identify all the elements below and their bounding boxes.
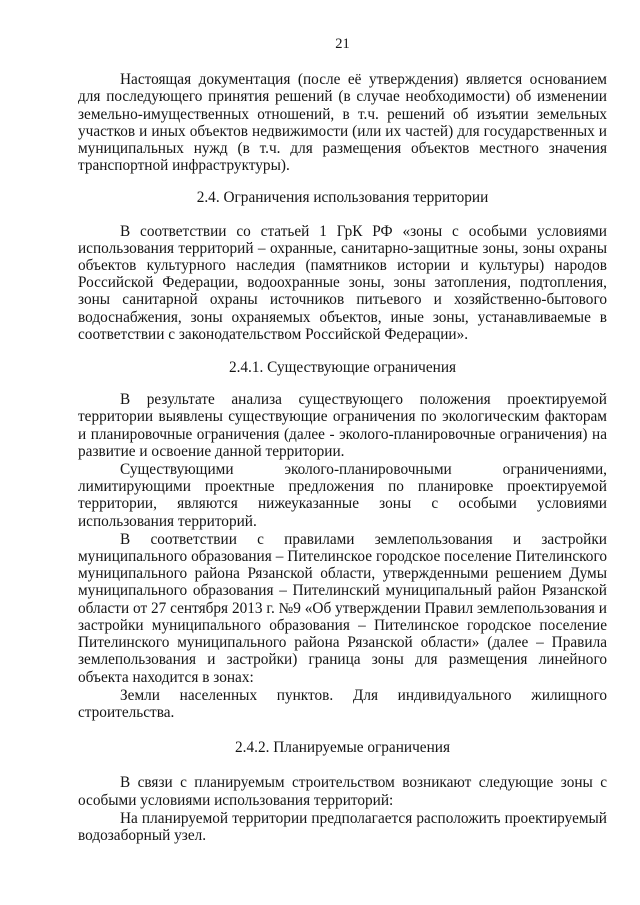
page-number: 21 bbox=[335, 36, 350, 52]
section-heading-2-4: 2.4. Ограничения использования территории bbox=[196, 189, 489, 207]
section-2-4-2-paragraph-1: В связи с планируемым строительством возникают следующие зоны с особыми условиями использования территорий: bbox=[78, 774, 607, 809]
intro-paragraph: Настоящая документация (после её утверждения) является основанием для последующего принятия решений (в случае необходимости) об изменении земельно-имущественных отношений, в т.ч. решений об изъятии земельных участков и иных объектов недвижимости (или их частей) для государственных и муниципальных нужд (в т.ч. для размещения объектов местного значения транспортной инфраструктуры). bbox=[78, 71, 607, 175]
section-2-4-paragraph: В соответствии со статьей 1 ГрК РФ «зоны с особыми условиями использования территорий – охранные, санитарно-защитные зоны, зоны охраны объектов культурного наследия (памятников истории и культуры) народов Российской Федерации, водоохранные зоны, зоны затопления, подтопления, зоны санитарной охраны источников питьевого и хозяйственно-бытового водоснабжения, зоны охраняемых объектов, иные зоны, устанавливаемые в соответствии с законодательством Российской Федерации». bbox=[78, 222, 607, 343]
section-2-4-1-paragraph-2: Существующими эколого-планировочными ограничениями, лимитирующими проектные предложения по планировке проектируемой территории, являются нижеуказанные зоны с особыми условиями использования территорий. bbox=[78, 461, 607, 530]
section-2-4-2-paragraph-2: На планируемой территории предполагается расположить проектируемый водозаборный узел. bbox=[78, 809, 607, 844]
section-heading-2-4-2: 2.4.2. Планируемые ограничения bbox=[235, 739, 450, 757]
section-2-4-1-paragraph-3: В соответствии с правилами землепользования и застройки муниципального образования – Пителинское городское поселение Пителинского муниципального района Рязанской области, утвержденными решением Думы муниципального образования – Пителинский муниципальный район Рязанской области от 27 сентября 2013 г. №9 «Об утверждении Правил землепользования и застройки муниципального образования – Пителинское городское поселение Пителинского муниципального района Рязанской области» (далее – Правила землепользования и застройки) граница зоны для размещения линейного объекта находится в зонах: bbox=[78, 530, 607, 686]
section-heading-2-4-1: 2.4.1. Существующие ограничения bbox=[228, 359, 457, 377]
section-2-4-1-paragraph-1: В результате анализа существующего положения проектируемой территории выявлены существующие ограничения по экологическим факторам и планировочные ограничения (далее - эколого-планировочные ограничения) на развитие и освоение данной территории. bbox=[78, 391, 607, 460]
section-2-4-1-paragraph-4: Земли населенных пунктов. Для индивидуального жилищного строительства. bbox=[78, 686, 607, 721]
